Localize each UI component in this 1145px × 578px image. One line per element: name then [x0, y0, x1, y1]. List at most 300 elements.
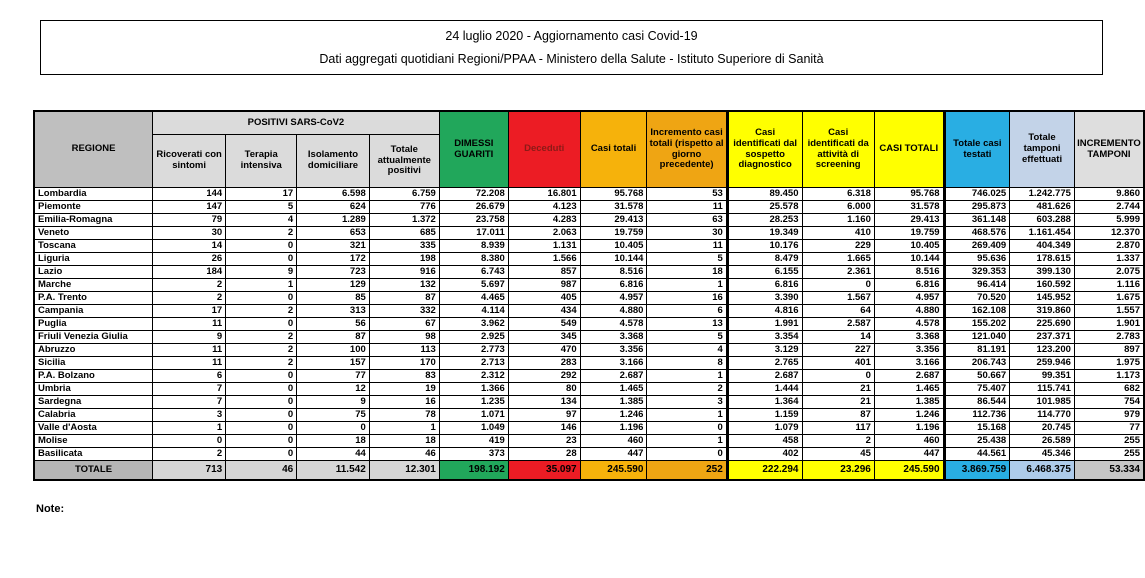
cell-isolamento: 87: [297, 331, 370, 344]
cell-casi_totali: 2.687: [580, 370, 647, 383]
cell-tot_positivi: 776: [369, 201, 439, 214]
cell-deceduti: 28: [508, 448, 580, 461]
cell-deceduti: 134: [508, 396, 580, 409]
cell-sospetto_diagnostico: 458: [727, 435, 802, 448]
cell-ricoverati: 144: [153, 188, 226, 201]
col-header-ricoverati: Ricoverati con sintomi: [153, 135, 226, 188]
cell-attivita_screening: 64: [802, 305, 874, 318]
cell-casi_totali_2: 8.516: [874, 266, 944, 279]
cell-sospetto_diagnostico: 10.176: [727, 240, 802, 253]
cell-deceduti: 292: [508, 370, 580, 383]
cell-attivita_screening: 0: [802, 370, 874, 383]
cell-sospetto_diagnostico: 89.450: [727, 188, 802, 201]
cell-tot_positivi: 98: [369, 331, 439, 344]
table-header: [34, 111, 1144, 188]
cell-incremento_casi: 1: [647, 435, 727, 448]
cell-casi_totali_2: 4.957: [874, 292, 944, 305]
cell-attivita_screening: 0: [802, 279, 874, 292]
cell-terapia: 2: [226, 305, 297, 318]
covid-data-table: [33, 110, 1145, 481]
cell-incremento_tamponi: 1.337: [1074, 253, 1144, 266]
cell-incremento_casi: 252: [647, 461, 727, 481]
cell-dimessi: 1.049: [439, 422, 508, 435]
table-row: [34, 240, 1144, 253]
cell-tamponi_effettuati: 178.615: [1010, 253, 1075, 266]
cell-incremento_tamponi: 1.116: [1074, 279, 1144, 292]
total-row: [34, 461, 1144, 481]
cell-casi_totali_2: 95.768: [874, 188, 944, 201]
cell-sospetto_diagnostico: 25.578: [727, 201, 802, 214]
cell-casi_totali: 1.196: [580, 422, 647, 435]
cell-attivita_screening: 410: [802, 227, 874, 240]
cell-dimessi: 26.679: [439, 201, 508, 214]
cell-deceduti: 405: [508, 292, 580, 305]
cell-casi_totali_2: 6.816: [874, 279, 944, 292]
cell-attivita_screening: 6.000: [802, 201, 874, 214]
cell-deceduti: 283: [508, 357, 580, 370]
cell-attivita_screening: 21: [802, 396, 874, 409]
cell-deceduti: 2.063: [508, 227, 580, 240]
cell-tamponi_effettuati: 319.860: [1010, 305, 1075, 318]
cell-incremento_casi: 5: [647, 331, 727, 344]
cell-casi_totali: 4.578: [580, 318, 647, 331]
table-row: [34, 370, 1144, 383]
cell-incremento_casi: 11: [647, 201, 727, 214]
cell-sospetto_diagnostico: 222.294: [727, 461, 802, 481]
cell-dimessi: 419: [439, 435, 508, 448]
col-header-casi_totali_2: CASI TOTALI: [874, 111, 944, 188]
cell-incremento_casi: 63: [647, 214, 727, 227]
cell-dimessi: 1.366: [439, 383, 508, 396]
cell-incremento_tamponi: 2.744: [1074, 201, 1144, 214]
cell-incremento_casi: 6: [647, 305, 727, 318]
cell-incremento_tamponi: 1.557: [1074, 305, 1144, 318]
cell-dimessi: 4.465: [439, 292, 508, 305]
cell-casi_totali_2: 1.385: [874, 396, 944, 409]
cell-incremento_casi: 18: [647, 266, 727, 279]
cell-sospetto_diagnostico: 28.253: [727, 214, 802, 227]
cell-isolamento: 18: [297, 435, 370, 448]
cell-isolamento: 75: [297, 409, 370, 422]
cell-deceduti: 16.801: [508, 188, 580, 201]
cell-sospetto_diagnostico: 2.687: [727, 370, 802, 383]
cell-ricoverati: 713: [153, 461, 226, 481]
cell-isolamento: 9: [297, 396, 370, 409]
cell-tamponi_effettuati: 399.130: [1010, 266, 1075, 279]
cell-attivita_screening: 2.587: [802, 318, 874, 331]
note-label: Note:: [36, 503, 65, 515]
cell-incremento_tamponi: 1.675: [1074, 292, 1144, 305]
cell-attivita_screening: 1.160: [802, 214, 874, 227]
cell-terapia: 0: [226, 409, 297, 422]
cell-ricoverati: 17: [153, 305, 226, 318]
cell-dimessi: 72.208: [439, 188, 508, 201]
table-row: [34, 383, 1144, 396]
cell-sospetto_diagnostico: 6.816: [727, 279, 802, 292]
cell-tamponi_effettuati: 6.468.375: [1010, 461, 1075, 481]
cell-tot_positivi: 78: [369, 409, 439, 422]
cell-incremento_tamponi: 5.999: [1074, 214, 1144, 227]
cell-attivita_screening: 45: [802, 448, 874, 461]
cell-ricoverati: 14: [153, 240, 226, 253]
cell-terapia: 0: [226, 240, 297, 253]
cell-casi_testati: 50.667: [944, 370, 1010, 383]
cell-isolamento: 12: [297, 383, 370, 396]
cell-casi_totali_2: 447: [874, 448, 944, 461]
cell-casi_testati: 206.743: [944, 357, 1010, 370]
cell-ricoverati: 79: [153, 214, 226, 227]
cell-casi_totali: 31.578: [580, 201, 647, 214]
cell-casi_totali_2: 29.413: [874, 214, 944, 227]
cell-isolamento: 0: [297, 422, 370, 435]
cell-casi_totali_2: 3.368: [874, 331, 944, 344]
cell-isolamento: 100: [297, 344, 370, 357]
col-header-incremento_tamponi: INCREMENTO TAMPONI: [1074, 111, 1144, 188]
cell-casi_totali: 19.759: [580, 227, 647, 240]
cell-incremento_tamponi: 979: [1074, 409, 1144, 422]
cell-ricoverati: 11: [153, 318, 226, 331]
cell-sospetto_diagnostico: 3.354: [727, 331, 802, 344]
cell-terapia: 0: [226, 448, 297, 461]
cell-casi_totali: 3.356: [580, 344, 647, 357]
cell-sospetto_diagnostico: 1.991: [727, 318, 802, 331]
cell-sospetto_diagnostico: 1.159: [727, 409, 802, 422]
cell-casi_totali: 8.516: [580, 266, 647, 279]
cell-terapia: 2: [226, 227, 297, 240]
cell-tot_positivi: 18: [369, 435, 439, 448]
cell-incremento_tamponi: 2.870: [1074, 240, 1144, 253]
region-name: Emilia-Romagna: [34, 214, 153, 227]
col-header-isolamento: Isolamento domiciliare: [297, 135, 370, 188]
cell-sospetto_diagnostico: 8.479: [727, 253, 802, 266]
cell-terapia: 2: [226, 344, 297, 357]
cell-casi_totali: 29.413: [580, 214, 647, 227]
cell-deceduti: 345: [508, 331, 580, 344]
cell-dimessi: 2.713: [439, 357, 508, 370]
cell-casi_testati: 295.873: [944, 201, 1010, 214]
cell-dimessi: 2.312: [439, 370, 508, 383]
cell-casi_totali: 460: [580, 435, 647, 448]
col-header-dimessi: DIMESSI GUARITI: [439, 111, 508, 188]
cell-tot_positivi: 685: [369, 227, 439, 240]
cell-tot_positivi: 1: [369, 422, 439, 435]
cell-sospetto_diagnostico: 19.349: [727, 227, 802, 240]
region-name: Puglia: [34, 318, 153, 331]
cell-terapia: 4: [226, 214, 297, 227]
cell-tamponi_effettuati: 20.745: [1010, 422, 1075, 435]
cell-terapia: 17: [226, 188, 297, 201]
cell-incremento_casi: 5: [647, 253, 727, 266]
cell-casi_totali_2: 460: [874, 435, 944, 448]
cell-casi_testati: 746.025: [944, 188, 1010, 201]
cell-ricoverati: 2: [153, 448, 226, 461]
cell-tot_positivi: 198: [369, 253, 439, 266]
cell-casi_totali: 3.166: [580, 357, 647, 370]
cell-terapia: 46: [226, 461, 297, 481]
cell-sospetto_diagnostico: 1.364: [727, 396, 802, 409]
cell-deceduti: 434: [508, 305, 580, 318]
cell-deceduti: 146: [508, 422, 580, 435]
cell-incremento_casi: 13: [647, 318, 727, 331]
region-name: Friuli Venezia Giulia: [34, 331, 153, 344]
cell-attivita_screening: 6.318: [802, 188, 874, 201]
cell-casi_totali: 10.405: [580, 240, 647, 253]
cell-casi_totali: 1.246: [580, 409, 647, 422]
cell-sospetto_diagnostico: 2.765: [727, 357, 802, 370]
cell-ricoverati: 0: [153, 435, 226, 448]
cell-ricoverati: 11: [153, 344, 226, 357]
cell-attivita_screening: 1.567: [802, 292, 874, 305]
col-header-casi_testati: Totale casi testati: [944, 111, 1010, 188]
cell-isolamento: 56: [297, 318, 370, 331]
cell-casi_testati: 96.414: [944, 279, 1010, 292]
cell-incremento_tamponi: 77: [1074, 422, 1144, 435]
region-name: Molise: [34, 435, 153, 448]
cell-tamponi_effettuati: 603.288: [1010, 214, 1075, 227]
cell-tamponi_effettuati: 1.242.775: [1010, 188, 1075, 201]
cell-attivita_screening: 2: [802, 435, 874, 448]
table-row: [34, 188, 1144, 201]
cell-casi_totali_2: 31.578: [874, 201, 944, 214]
cell-incremento_casi: 1: [647, 370, 727, 383]
table-row: [34, 396, 1144, 409]
region-name: Liguria: [34, 253, 153, 266]
region-name: Calabria: [34, 409, 153, 422]
cell-incremento_casi: 1: [647, 409, 727, 422]
region-name: Valle d'Aosta: [34, 422, 153, 435]
cell-tot_positivi: 19: [369, 383, 439, 396]
cell-deceduti: 549: [508, 318, 580, 331]
cell-tot_positivi: 132: [369, 279, 439, 292]
cell-terapia: 0: [226, 396, 297, 409]
region-name: Lazio: [34, 266, 153, 279]
cell-terapia: 2: [226, 357, 297, 370]
cell-incremento_casi: 16: [647, 292, 727, 305]
cell-isolamento: 6.598: [297, 188, 370, 201]
cell-incremento_tamponi: 2.783: [1074, 331, 1144, 344]
cell-casi_testati: 269.409: [944, 240, 1010, 253]
cell-sospetto_diagnostico: 4.816: [727, 305, 802, 318]
cell-tamponi_effettuati: 259.946: [1010, 357, 1075, 370]
cell-casi_testati: 468.576: [944, 227, 1010, 240]
cell-ricoverati: 1: [153, 422, 226, 435]
cell-incremento_tamponi: 255: [1074, 448, 1144, 461]
cell-isolamento: 723: [297, 266, 370, 279]
cell-incremento_tamponi: 1.173: [1074, 370, 1144, 383]
cell-deceduti: 97: [508, 409, 580, 422]
cell-terapia: 0: [226, 435, 297, 448]
cell-attivita_screening: 1.665: [802, 253, 874, 266]
cell-casi_testati: 361.148: [944, 214, 1010, 227]
table-row: [34, 318, 1144, 331]
cell-tamponi_effettuati: 225.690: [1010, 318, 1075, 331]
cell-isolamento: 653: [297, 227, 370, 240]
cell-deceduti: 1.131: [508, 240, 580, 253]
cell-casi_testati: 155.202: [944, 318, 1010, 331]
cell-tamponi_effettuati: 115.741: [1010, 383, 1075, 396]
cell-dimessi: 198.192: [439, 461, 508, 481]
cell-dimessi: 1.071: [439, 409, 508, 422]
cell-tot_positivi: 1.372: [369, 214, 439, 227]
region-name: Abruzzo: [34, 344, 153, 357]
cell-casi_testati: 81.191: [944, 344, 1010, 357]
cell-tamponi_effettuati: 101.985: [1010, 396, 1075, 409]
cell-casi_testati: 95.636: [944, 253, 1010, 266]
cell-ricoverati: 2: [153, 279, 226, 292]
region-name: Umbria: [34, 383, 153, 396]
region-name: Marche: [34, 279, 153, 292]
cell-incremento_tamponi: 53.334: [1074, 461, 1144, 481]
cell-casi_totali: 245.590: [580, 461, 647, 481]
cell-tot_positivi: 87: [369, 292, 439, 305]
cell-casi_totali_2: 19.759: [874, 227, 944, 240]
cell-attivita_screening: 227: [802, 344, 874, 357]
cell-terapia: 9: [226, 266, 297, 279]
region-name: Basilicata: [34, 448, 153, 461]
cell-isolamento: 129: [297, 279, 370, 292]
table-row: [34, 266, 1144, 279]
cell-incremento_casi: 1: [647, 279, 727, 292]
cell-attivita_screening: 23.296: [802, 461, 874, 481]
cell-incremento_tamponi: 754: [1074, 396, 1144, 409]
cell-isolamento: 85: [297, 292, 370, 305]
cell-terapia: 0: [226, 253, 297, 266]
cell-terapia: 0: [226, 383, 297, 396]
cell-tamponi_effettuati: 145.952: [1010, 292, 1075, 305]
cell-ricoverati: 7: [153, 383, 226, 396]
table-row: [34, 331, 1144, 344]
cell-attivita_screening: 401: [802, 357, 874, 370]
cell-incremento_casi: 2: [647, 383, 727, 396]
cell-deceduti: 80: [508, 383, 580, 396]
cell-tamponi_effettuati: 114.770: [1010, 409, 1075, 422]
cell-incremento_tamponi: 9.860: [1074, 188, 1144, 201]
cell-ricoverati: 9: [153, 331, 226, 344]
col-header-terapia: Terapia intensiva: [226, 135, 297, 188]
cell-sospetto_diagnostico: 3.129: [727, 344, 802, 357]
cell-attivita_screening: 117: [802, 422, 874, 435]
cell-isolamento: 1.289: [297, 214, 370, 227]
cell-ricoverati: 26: [153, 253, 226, 266]
cell-casi_totali_2: 3.166: [874, 357, 944, 370]
cell-deceduti: 1.566: [508, 253, 580, 266]
cell-casi_totali: 1.385: [580, 396, 647, 409]
col-header-sospetto_diagnostico: Casi identificati dal sospetto diagnostico: [727, 111, 802, 188]
cell-casi_totali_2: 2.687: [874, 370, 944, 383]
region-name: Lombardia: [34, 188, 153, 201]
cell-casi_testati: 15.168: [944, 422, 1010, 435]
table-row: [34, 305, 1144, 318]
table-row: [34, 448, 1144, 461]
cell-tot_positivi: 67: [369, 318, 439, 331]
cell-incremento_tamponi: 1.975: [1074, 357, 1144, 370]
cell-tamponi_effettuati: 160.592: [1010, 279, 1075, 292]
cell-incremento_tamponi: 2.075: [1074, 266, 1144, 279]
cell-casi_testati: 44.561: [944, 448, 1010, 461]
group-header-positivi: POSITIVI SARS-CoV2: [153, 111, 440, 135]
cell-dimessi: 2.773: [439, 344, 508, 357]
region-name: Piemonte: [34, 201, 153, 214]
cell-ricoverati: 184: [153, 266, 226, 279]
cell-deceduti: 987: [508, 279, 580, 292]
cell-ricoverati: 3: [153, 409, 226, 422]
cell-terapia: 0: [226, 370, 297, 383]
cell-isolamento: 321: [297, 240, 370, 253]
cell-incremento_casi: 3: [647, 396, 727, 409]
cell-dimessi: 1.235: [439, 396, 508, 409]
cell-isolamento: 44: [297, 448, 370, 461]
region-name: Sardegna: [34, 396, 153, 409]
cell-casi_testati: 162.108: [944, 305, 1010, 318]
col-header-regione: REGIONE: [34, 111, 153, 188]
col-header-incremento_casi: Incremento casi totali (rispetto al giorno precedente): [647, 111, 727, 188]
cell-tamponi_effettuati: 26.589: [1010, 435, 1075, 448]
title-box: [40, 20, 1103, 75]
cell-dimessi: 373: [439, 448, 508, 461]
cell-isolamento: 157: [297, 357, 370, 370]
col-header-attivita_screening: Casi identificati da attività di screening: [802, 111, 874, 188]
cell-casi_testati: 70.520: [944, 292, 1010, 305]
cell-dimessi: 8.380: [439, 253, 508, 266]
table-row: [34, 357, 1144, 370]
cell-ricoverati: 6: [153, 370, 226, 383]
cell-sospetto_diagnostico: 6.155: [727, 266, 802, 279]
cell-ricoverati: 7: [153, 396, 226, 409]
table-row: [34, 227, 1144, 240]
cell-casi_totali: 1.465: [580, 383, 647, 396]
cell-tot_positivi: 335: [369, 240, 439, 253]
col-header-casi_totali: Casi totali: [580, 111, 647, 188]
cell-dimessi: 4.114: [439, 305, 508, 318]
cell-casi_totali: 95.768: [580, 188, 647, 201]
cell-terapia: 0: [226, 318, 297, 331]
table-row: [34, 253, 1144, 266]
col-header-tot_positivi: Totale attualmente positivi: [369, 135, 439, 188]
cell-casi_totali_2: 3.356: [874, 344, 944, 357]
table-body: [34, 188, 1144, 481]
table-row: [34, 422, 1144, 435]
cell-tamponi_effettuati: 1.161.454: [1010, 227, 1075, 240]
table-row: [34, 344, 1144, 357]
cell-dimessi: 8.939: [439, 240, 508, 253]
cell-sospetto_diagnostico: 3.390: [727, 292, 802, 305]
cell-tamponi_effettuati: 237.371: [1010, 331, 1075, 344]
table-row: [34, 435, 1144, 448]
cell-dimessi: 23.758: [439, 214, 508, 227]
cell-tot_positivi: 16: [369, 396, 439, 409]
cell-isolamento: 77: [297, 370, 370, 383]
cell-incremento_tamponi: 897: [1074, 344, 1144, 357]
region-name: Sicilia: [34, 357, 153, 370]
cell-casi_totali_2: 1.196: [874, 422, 944, 435]
cell-casi_totali_2: 245.590: [874, 461, 944, 481]
table-row: [34, 201, 1144, 214]
cell-sospetto_diagnostico: 1.079: [727, 422, 802, 435]
cell-tot_positivi: 916: [369, 266, 439, 279]
cell-incremento_casi: 53: [647, 188, 727, 201]
cell-deceduti: 857: [508, 266, 580, 279]
cell-casi_testati: 25.438: [944, 435, 1010, 448]
cell-casi_totali: 6.816: [580, 279, 647, 292]
cell-casi_testati: 75.407: [944, 383, 1010, 396]
cell-deceduti: 4.283: [508, 214, 580, 227]
cell-incremento_casi: 0: [647, 448, 727, 461]
cell-isolamento: 624: [297, 201, 370, 214]
cell-ricoverati: 30: [153, 227, 226, 240]
cell-terapia: 5: [226, 201, 297, 214]
cell-attivita_screening: 14: [802, 331, 874, 344]
cell-tot_positivi: 170: [369, 357, 439, 370]
